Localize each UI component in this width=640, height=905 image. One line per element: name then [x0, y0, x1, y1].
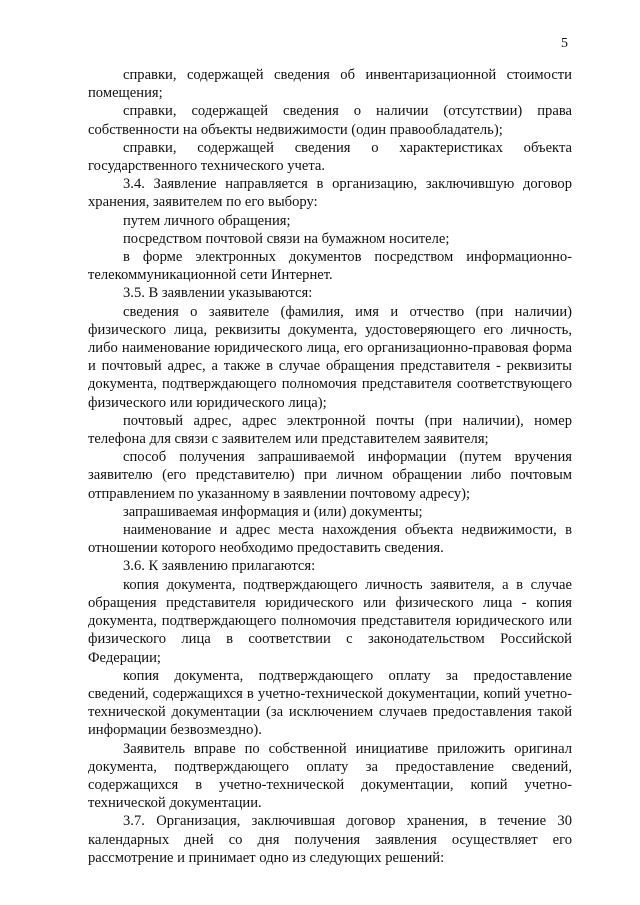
paragraph: почтовый адрес, адрес электронной почты (при наличии), номер телефона для связи с заявителем или представителем заявителя; — [88, 412, 572, 448]
paragraph: 3.6. К заявлению прилагаются: — [123, 558, 316, 575]
paragraph: справки, содержащей сведения о характеристиках объекта государственного технического учета. — [88, 139, 572, 175]
paragraph: 3.7. Организация, заключившая договор хранения, в течение 30 календарных дней со дня получения заявления осуществляет его рассмотрение и принимает одно из следующих решений: — [88, 813, 572, 866]
paragraph: наименование и адрес места нахождения объекта недвижимости, в отношении которого необходимо предоставить сведения. — [88, 522, 572, 557]
paragraph: 3.5. В заявлении указываются: — [123, 285, 313, 302]
paragraph: Заявитель вправе по собственной инициативе приложить оригинал документа, подтверждающего оплату за предоставление сведений, содержащихся в учетно-технической документации, копий учетно-технической документации. — [88, 740, 572, 812]
paragraph: запрашиваемая информация и (или) документы; — [123, 503, 423, 520]
page-number: 5 — [561, 36, 568, 51]
paragraph: справки, содержащей сведения об инвентаризационной стоимости помещения; — [88, 67, 572, 102]
paragraph: копия документа, подтверждающего оплату за предоставление сведений, содержащихся в учетно-технической документации, копий учетно-технической документации (за исключением случаев предоставления такой информации безвозмездно). — [88, 667, 572, 739]
paragraph: сведения о заявителе (фамилия, имя и отчество (при наличии) физического лица, реквизиты документа, удостоверяющего его личность, либо наименование юридического лица, его организационно-правовая форма и почтовый адрес, а также в случае обращения представителя - реквизиты документа, подтверждающего полномочия представителя соответствующего физического или юридического лица); — [88, 303, 572, 411]
paragraph: посредством почтовой связи на бумажном носителе; — [123, 230, 450, 247]
paragraph: в форме электронных документов посредством информационно-телекоммуникационной сети Интернет. — [88, 249, 572, 284]
paragraph: способ получения запрашиваемой информации (путем вручения заявителю (его представителю) при личном обращении либо почтовым отправлением по указанному в заявлении почтовому адресу); — [88, 449, 572, 502]
paragraph: справки, содержащей сведения о наличии (отсутствии) права собственности на объекты недвижимости (один правообладатель); — [88, 103, 572, 138]
paragraph: 3.4. Заявление направляется в организацию, заключившую договор хранения, заявителем по его выбору: — [88, 176, 572, 211]
paragraph: путем личного обращения; — [123, 212, 291, 229]
document-body — [88, 66, 572, 867]
paragraph: копия документа, подтверждающего личность заявителя, а в случае обращения представителя юридического или физического лица - копия документа, подтверждающего полномочия представителя юридического или физического лица в соответствии с законодательством Российской Федерации; — [88, 576, 572, 666]
